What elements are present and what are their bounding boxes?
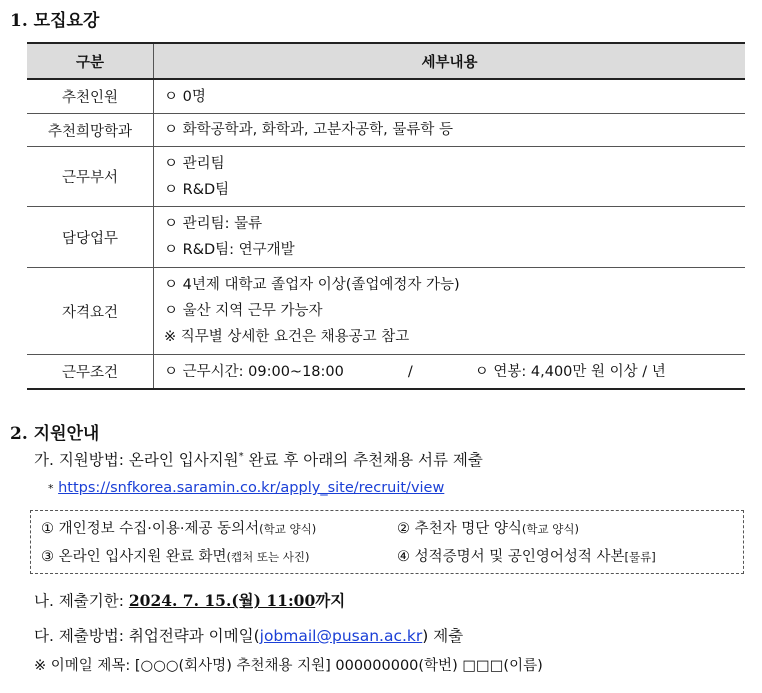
document-item: ④ 성적증명서 및 공인영어성적 사본[물류]	[397, 549, 656, 565]
row-content	[154, 79, 746, 114]
table-row	[27, 207, 745, 268]
row-label: 자격요건	[27, 268, 154, 355]
footnote-star: *	[238, 450, 244, 462]
required-documents-box	[30, 510, 744, 574]
email-link[interactable]: jobmail@pusan.ac.kr	[259, 627, 423, 645]
row-content	[154, 114, 746, 147]
apply-site-link[interactable]: https://snfkorea.saramin.co.kr/apply_site/recruit/view	[58, 480, 445, 496]
document-item: ① 개인정보 수집·이용·제공 동의서(학교 양식)	[41, 521, 317, 537]
condition-separator: /	[407, 363, 413, 380]
footnote-star: *	[48, 482, 54, 495]
submit-method-line: 다. 제출방법: 취업전략과 이메일(jobmail@pusan.ac.kr) 제출	[34, 627, 464, 645]
deadline-line: 나. 제출기한: 2024. 7. 15.(월) 11:00까지	[34, 591, 346, 610]
row-label: 담당업무	[27, 207, 154, 268]
table-row	[27, 268, 745, 355]
document-item: ③ 온라인 입사지원 완료 화면(캡처 또는 사진)	[41, 549, 310, 565]
detail-line: ㅇ 4년제 대학교 졸업자 이상(졸업예정자 가능)	[164, 277, 460, 293]
detail-line: ㅇ R&D팀: 연구개발	[164, 242, 295, 258]
section-1-title: 1. 모집요강	[10, 11, 100, 31]
detail-line: ㅇ 울산 지역 근무 가능자	[164, 303, 323, 319]
row-label: 추천희망학과	[27, 114, 154, 147]
table-row	[27, 114, 745, 147]
detail-line: ㅇ 0명	[164, 88, 206, 105]
deadline-date: 2024. 7. 15.(월) 11:00	[128, 591, 316, 610]
apply-link-line	[48, 480, 444, 496]
detail-line: ㅇ 관리팀: 물류	[164, 216, 263, 232]
detail-line: ㅇ R&D팀	[164, 181, 230, 198]
table-row	[27, 147, 745, 207]
table-header-row	[27, 43, 745, 79]
row-label: 근무조건	[27, 355, 154, 390]
row-content	[154, 268, 746, 355]
detail-line: ㅇ 화학공학과, 화학과, 고분자공학, 물류학 등	[164, 122, 453, 138]
email-subject-note: ※ 이메일 제목: [○○○(회사명) 추천채용 지원] 000000000(학번) □□□(이름)	[34, 658, 543, 674]
salary: ㅇ 연봉: 4,400만 원 이상 / 년	[474, 363, 666, 380]
table-row	[27, 79, 745, 114]
row-content	[154, 207, 746, 268]
document-item: ② 추천자 명단 양식(학교 양식)	[397, 521, 579, 537]
detail-line: ㅇ 관리팀	[164, 155, 225, 172]
apply-method: 가. 지원방법: 온라인 입사지원* 완료 후 아래의 추천채용 서류 제출	[34, 450, 483, 469]
table-row	[27, 355, 745, 390]
work-hours: ㅇ 근무시간: 09:00~18:00	[164, 363, 344, 380]
row-label: 근무부서	[27, 147, 154, 207]
detail-line: ※ 직무별 상세한 요건은 채용공고 참고	[164, 329, 410, 345]
header-details: 세부내용	[154, 43, 746, 79]
row-content	[154, 355, 746, 390]
header-category: 구분	[27, 43, 154, 79]
section-2-title: 2. 지원안내	[10, 424, 100, 444]
row-label: 추천인원	[27, 79, 154, 114]
recruitment-table	[27, 42, 745, 390]
row-content	[154, 147, 746, 207]
